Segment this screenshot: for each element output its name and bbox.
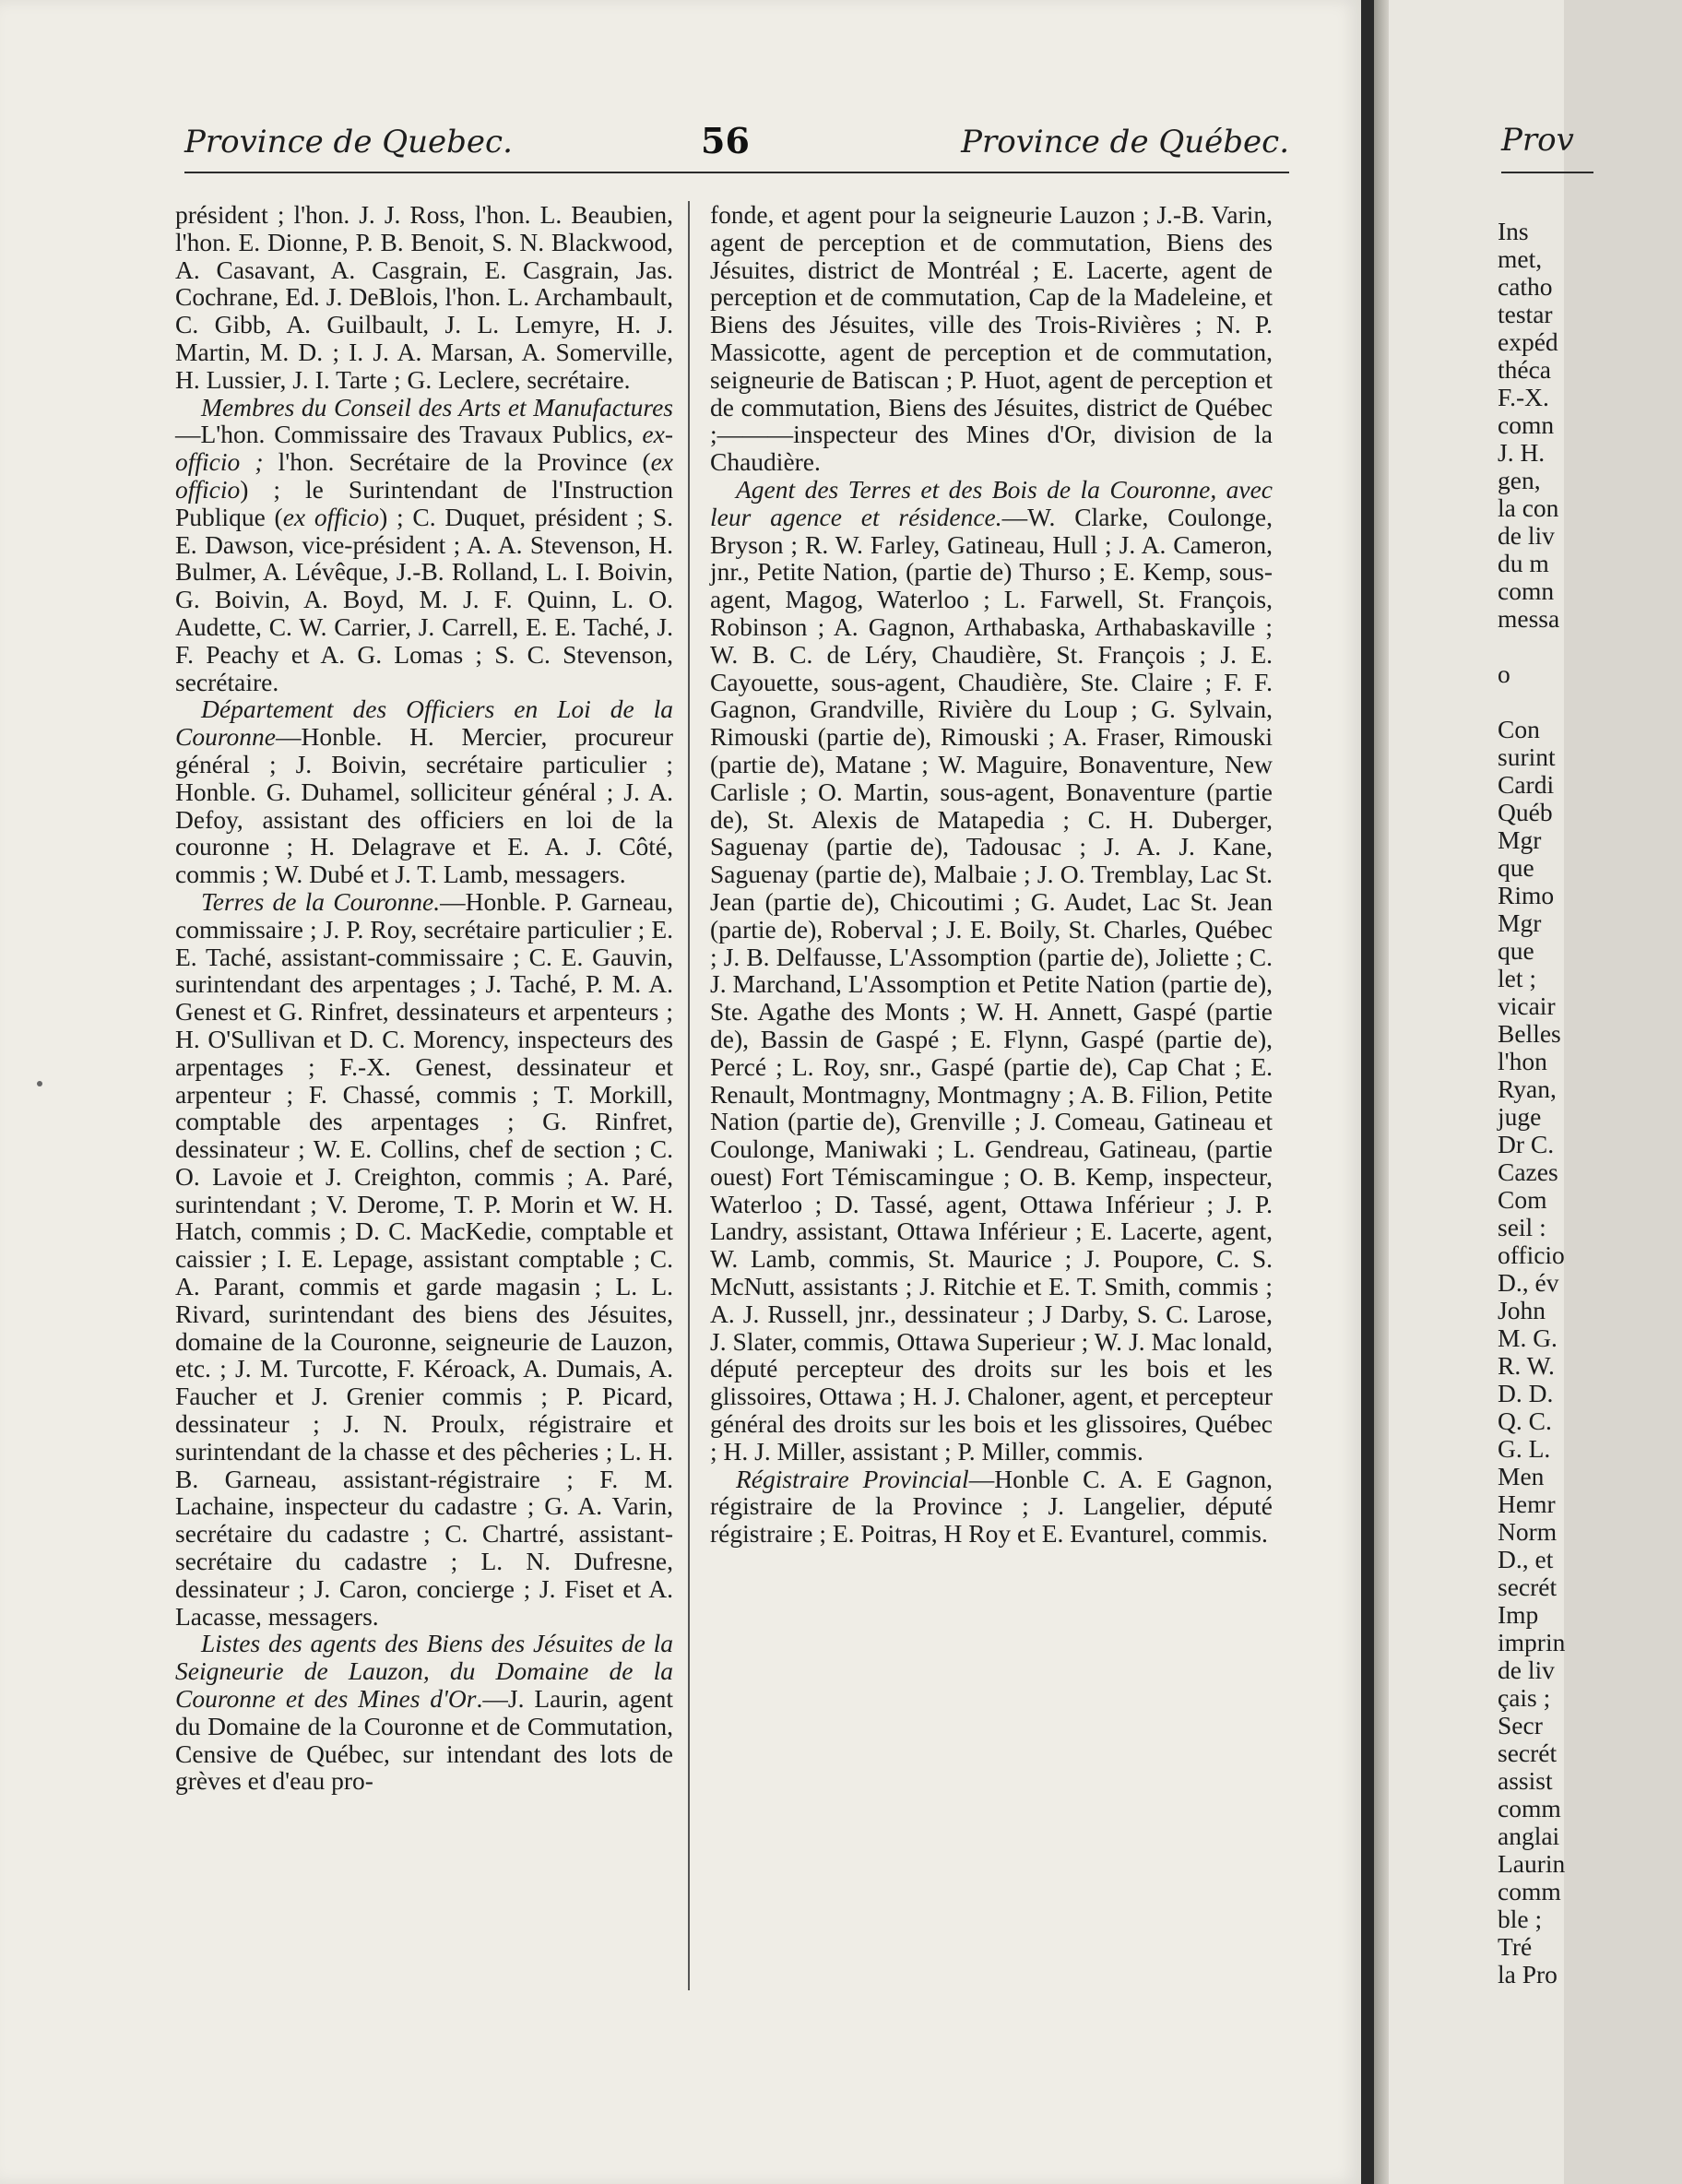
adjacent-page-line: D. D. xyxy=(1498,1379,1554,1407)
header-right-title: Province de Québec. xyxy=(961,124,1289,160)
adjacent-page-line: ble ; xyxy=(1498,1905,1543,1933)
adjacent-page-line: Hemr xyxy=(1498,1490,1556,1518)
paragraph xyxy=(710,476,1273,1466)
text-run: —W. Clarke, Coulonge, Bryson ; R. W. Farley, Gatineau, Hull ; J. A. Cameron, jnr., Petite Nation, (partie de) Thurso ; E. Kemp, sous-agent, Magog, Waterloo ; L. Farwell, St. François, Robinson ; A. Gagnon, Arthabaska, Arthabaskaville ; W. B. C. de Léry, Chaudière, St. François ; J. E. Cayouette, sous-agent, Chaudière, Ste. Claire ; F. F. Gagnon, Grandville, Rivière du Loup ; G. Sylvain, Rimouski (partie de), Rimouski ; A. Fraser, Rimouski (partie de), Matane ; W. Maguire, Bonaventure, New Carlisle ; O. Martin, sous-agent, Bonaventure (partie de), St. Alexis de Matapedia ; C. H. Duberger, Saguenay (partie de), Tadousac ; J. A. J. Kane, Saguenay (partie de), Malbaie ; J. O. Tremblay, Lac St. Jean (partie de), Chicoutimi ; G. Audet, Lac St. Jean (partie de), Roberval ; J. E. Boily, St. Charles, Québec ; J. B. Delfausse, L'Assomption (partie de), Joliette ; C. J. Marchand, L'Assomption et Petite Nation (partie de), Ste. Agathe des Monts ; W. H. Annett, Gaspé (partie de), Bassin de Gaspé ; E. Flynn, Gaspé (partie de), Percé ; L. Roy, snr., Gaspé (partie de), Cap Chat ; E. Renault, Montmagny, Montmagny ; A. B. Filion, Petite Nation (partie de), Grenville ; J. Comeau, Gatineau et Coulonge, Maniwaki ; L. Gendreau, Gatineau, (partie ouest) Fort Témiscamingue ; O. B. Kemp, inspecteur, Waterloo ; D. Tassé, agent, Ottawa Inférieur ; J. P. Landry, assistant, Ottawa Inférieur ; E. Lacerte, agent, W. Lamb, commis, St. Maurice ; J. Poupore, C. S. McNutt, assistants ; J. Ritchie et E. T. Smith, commis ; A. J. Russell, jnr., dessinateur ; J Darby, S. C. Larose, J. Slater, commis, Ottawa Superieur ; W. J. Mac lonald, député percepteur des droits sur les bois et les glissoires, Ottawa ; H. J. Chaloner, agent, et percepteur général des droits sur les bois et les glissoires, Québec ; H. J. Miller, assistant ; P. Miller, commis. xyxy=(710,502,1273,1466)
adjacent-page-line: que xyxy=(1498,853,1534,882)
adjacent-page-column xyxy=(1498,218,1682,1988)
adjacent-page-line: Men xyxy=(1498,1462,1545,1490)
adjacent-page-line: Ryan, xyxy=(1498,1074,1557,1103)
adjacent-page-line: catho xyxy=(1498,272,1553,301)
adjacent-page-line: çais ; xyxy=(1498,1683,1551,1712)
adjacent-page-line: Cardi xyxy=(1498,770,1555,799)
adjacent-page-line: expéd xyxy=(1498,327,1558,356)
italic-heading: ex officio xyxy=(282,502,380,531)
adjacent-page-line: la Pro xyxy=(1498,1960,1558,1988)
adjacent-page-line: l'hon xyxy=(1498,1047,1547,1075)
adjacent-page-line: Com xyxy=(1498,1185,1547,1214)
adjacent-page-line: D., év xyxy=(1498,1268,1559,1297)
paragraph xyxy=(710,201,1273,476)
adjacent-page-line: assist xyxy=(1498,1766,1553,1795)
header-left-title: Province de Quebec. xyxy=(184,124,513,160)
adjacent-page-line: met, xyxy=(1498,244,1543,273)
adjacent-page-line: Q. C. xyxy=(1498,1407,1552,1435)
adjacent-page-line: que xyxy=(1498,936,1534,965)
adjacent-page-line: Mgr xyxy=(1498,825,1542,854)
paragraph xyxy=(710,1466,1273,1548)
italic-heading: ex officio xyxy=(175,447,673,504)
italic-heading: Régistraire Provincial xyxy=(736,1464,969,1493)
adjacent-page-line: Québ xyxy=(1498,798,1553,826)
adjacent-page-line: seil : xyxy=(1498,1213,1546,1241)
gutter-shadow xyxy=(1374,0,1389,2184)
adjacent-page-line: officio xyxy=(1498,1240,1565,1269)
italic-heading: Listes des agents des Biens des Jésuites de la Seigneurie de Lauzon, du Domaine de la Couronne et des Mines d'Or xyxy=(175,1629,673,1714)
adjacent-page xyxy=(1389,0,1574,2184)
text-run: —Honble. P. Garneau, commissaire ; J. P. Roy, secrétaire particulier ; E. E. Taché, assistant-commissaire ; C. E. Gauvin, surintendant des arpentages ; J. Taché, P. M. A. Genest et G. Rinfret, dessinateurs et arpenteurs ; H. O'Sullivan et D. C. Morency, inspecteurs des arpentages ; F.-X. Genest, dessinateur et arpenteur ; F. Chassé, commis ; T. Morkill, comptable des arpentages ; G. Rinfret, dessinateur ; W. E. Collins, chef de section ; C. O. Lavoie et J. Creighton, commis ; A. Paré, surintendant ; V. Derome, T. P. Morin et W. H. Hatch, commis ; D. C. MacKedie, comptable et caissier ; I. E. Lepage, assistant comptable ; C. A. Parant, commis et garde magasin ; L. L. Rivard, surintendant des biens des Jésuites, domaine de la Couronne, seigneurie de Lauzon, etc. ; J. M. Turcotte, F. Kéroack, A. Dumais, A. Faucher et J. Grenier commis ; P. Picard, dessinateur ; J. N. Proulx, régistraire et surintendant de la chasse et des pêcheries ; L. H. B. Garneau, assistant-régistraire ; F. M. Lachaine, inspecteur du cadastre ; G. A. Varin, secrétaire du cadastre ; C. Chartré, assistant-secrétaire du cadastre ; L. N. Dufresne, dessinateur ; J. Caron, concierge ; J. Fiset et A. Lacasse, messagers. xyxy=(175,886,673,1631)
adjacent-page-line: R. W. xyxy=(1498,1351,1555,1380)
running-header xyxy=(184,118,1289,173)
adjacent-page-line: comn xyxy=(1498,410,1555,439)
adjacent-page-line: comn xyxy=(1498,576,1555,605)
text-run: —Honble C. A. E Gagnon, régistraire de la Province ; J. Langelier, député régistraire ; E. Poitras, H Roy et E. Evanturel, commis. xyxy=(710,1464,1273,1549)
adjacent-page-line: Norm xyxy=(1498,1517,1558,1546)
adjacent-page-line: la con xyxy=(1498,493,1559,522)
italic-heading: Membres du Conseil des Arts et Manufactures xyxy=(201,392,673,421)
italic-heading: Agent des Terres et des Bois de la Couronne, avec leur agence et résidence. xyxy=(710,474,1273,531)
paragraph xyxy=(175,201,673,394)
page-number: 56 xyxy=(701,120,750,161)
adjacent-page-line: messa xyxy=(1498,604,1560,633)
adjacent-page-header: Prov xyxy=(1501,122,1574,159)
adjacent-page-line: John xyxy=(1498,1296,1546,1324)
right-column xyxy=(710,201,1273,1548)
adjacent-page-line: Dr C. xyxy=(1498,1130,1555,1158)
paragraph xyxy=(175,695,673,888)
adjacent-page-line: du m xyxy=(1498,549,1549,577)
adjacent-page-line: M. G. xyxy=(1498,1323,1558,1352)
adjacent-page-line: secrét xyxy=(1498,1573,1558,1601)
adjacent-page-line: théca xyxy=(1498,355,1552,384)
adjacent-page-line: de liv xyxy=(1498,521,1555,550)
adjacent-page-line: Ins xyxy=(1498,217,1529,245)
adjacent-page-line: comm xyxy=(1498,1794,1561,1822)
text-run: ) ; C. Duquet, président ; S. E. Dawson, vice-président ; A. A. Stevenson, H. Bulmer, A. Lévêque, J.-B. Rolland, L. I. Boivin, G. Boivin, A. Boyd, M. J. F. Quinn, L. O. Audette, C. W. Carrier, J. Carrell, E. E. Taché, J. F. Peachy et A. G. Lomas ; S. C. Stevenson, secrétaire. xyxy=(175,502,673,696)
text-run: président ; l'hon. J. J. Ross, l'hon. L. Beaubien, l'hon. E. Dionne, P. B. Benoit, S. N. Blackwood, A. Casavant, A. Casgrain, E. Casgrain, Jas. Cochrane, Ed. J. DeBlois, l'hon. L. Archambault, C. Gibb, A. Guilbault, J. L. Lemyre, H. J. Martin, M. D. ; I. J. A. Marsan, A. Somerville, H. Lussier, J. I. Tarte ; G. Leclere, secrétaire. xyxy=(175,200,673,394)
italic-heading: Département des Officiers en Loi de la Couronne xyxy=(175,694,673,752)
adjacent-page-line: Laurin xyxy=(1498,1849,1566,1878)
adjacent-page-line: G. L. xyxy=(1498,1434,1551,1463)
adjacent-page-line: Secr xyxy=(1498,1711,1543,1739)
adjacent-page-line: F.-X. xyxy=(1498,383,1549,411)
paragraph xyxy=(175,888,673,1631)
text-run: —Honble. H. Mercier, procureur général ; J. Boivin, secrétaire particulier ; Honble. G. Duhamel, solliciteur général ; J. A. Defoy, assistant des officiers en loi de la couronne ; H. Delagrave et E. A. J. Côté, commis ; W. Dubé et J. T. Lamb, messagers. xyxy=(175,722,673,889)
adjacent-page-line: testar xyxy=(1498,300,1553,328)
adjacent-page-line: Mgr xyxy=(1498,908,1542,937)
adjacent-page-line: Cazes xyxy=(1498,1157,1558,1186)
adjacent-page-line: vicair xyxy=(1498,991,1556,1020)
adjacent-page-line: de liv xyxy=(1498,1656,1555,1684)
adjacent-page-line: comm xyxy=(1498,1877,1561,1905)
italic-heading: ex-officio ; xyxy=(175,420,673,477)
adjacent-page-line: o xyxy=(1498,659,1510,688)
adjacent-page-line xyxy=(1498,633,1682,660)
adjacent-page-line: Tré xyxy=(1498,1932,1533,1961)
italic-heading: Terres de la Couronne. xyxy=(201,886,441,916)
adjacent-page-line: gen, xyxy=(1498,466,1541,494)
adjacent-page-line: let ; xyxy=(1498,964,1537,992)
adjacent-page-line: secrét xyxy=(1498,1739,1558,1767)
left-column xyxy=(175,201,673,1795)
text-run: ) ; le Surintendant de l'Instruction Publique ( xyxy=(175,474,673,531)
text-run: .—J. Laurin, agent du Domaine de la Couronne et de Commutation, Censive de Québec, sur intendant des lots de grèves et d'eau pro- xyxy=(175,1684,673,1796)
paragraph xyxy=(175,394,673,696)
adjacent-page-line xyxy=(1498,688,1682,716)
adjacent-page-line: juge xyxy=(1498,1102,1542,1131)
text-run: fonde, et agent pour la seigneurie Lauzon ; J.-B. Varin, agent de perception et de commutation, Biens des Jésuites, district de Montréal ; E. Lacerte, agent de perception et de commutation, Cap de la Madeleine, et Biens des Jésuites, ville des Trois-Rivières ; N. P. Massicotte, agent de perception et de commutation, seigneurie de Batiscan ; P. Huot, agent de perception et de commutation, Biens des Jésuites, district de Québec ;———inspecteur des Mines d'Or, division de la Chaudière. xyxy=(710,200,1273,477)
adjacent-page-line: imprin xyxy=(1498,1628,1566,1656)
adjacent-page-line: Belles xyxy=(1498,1019,1561,1048)
adjacent-page-line: Rimo xyxy=(1498,881,1555,909)
adjacent-page-line: surint xyxy=(1498,742,1556,771)
paragraph xyxy=(175,1630,673,1795)
adjacent-page-line: J. H. xyxy=(1498,438,1546,467)
adjacent-page-line: D., et xyxy=(1498,1545,1554,1573)
adjacent-page-line: Con xyxy=(1498,715,1540,743)
column-divider xyxy=(688,201,690,1990)
adjacent-page-rule xyxy=(1501,172,1593,173)
book-gutter xyxy=(1361,0,1374,2184)
adjacent-page-line: Imp xyxy=(1498,1600,1539,1629)
text-run: —L'hon. Commissaire des Travaux Publics, xyxy=(175,420,643,449)
text-run: l'hon. Secrétaire de la Province ( xyxy=(263,447,651,477)
adjacent-page-line: anglai xyxy=(1498,1822,1560,1850)
paper-speck xyxy=(37,1081,42,1086)
